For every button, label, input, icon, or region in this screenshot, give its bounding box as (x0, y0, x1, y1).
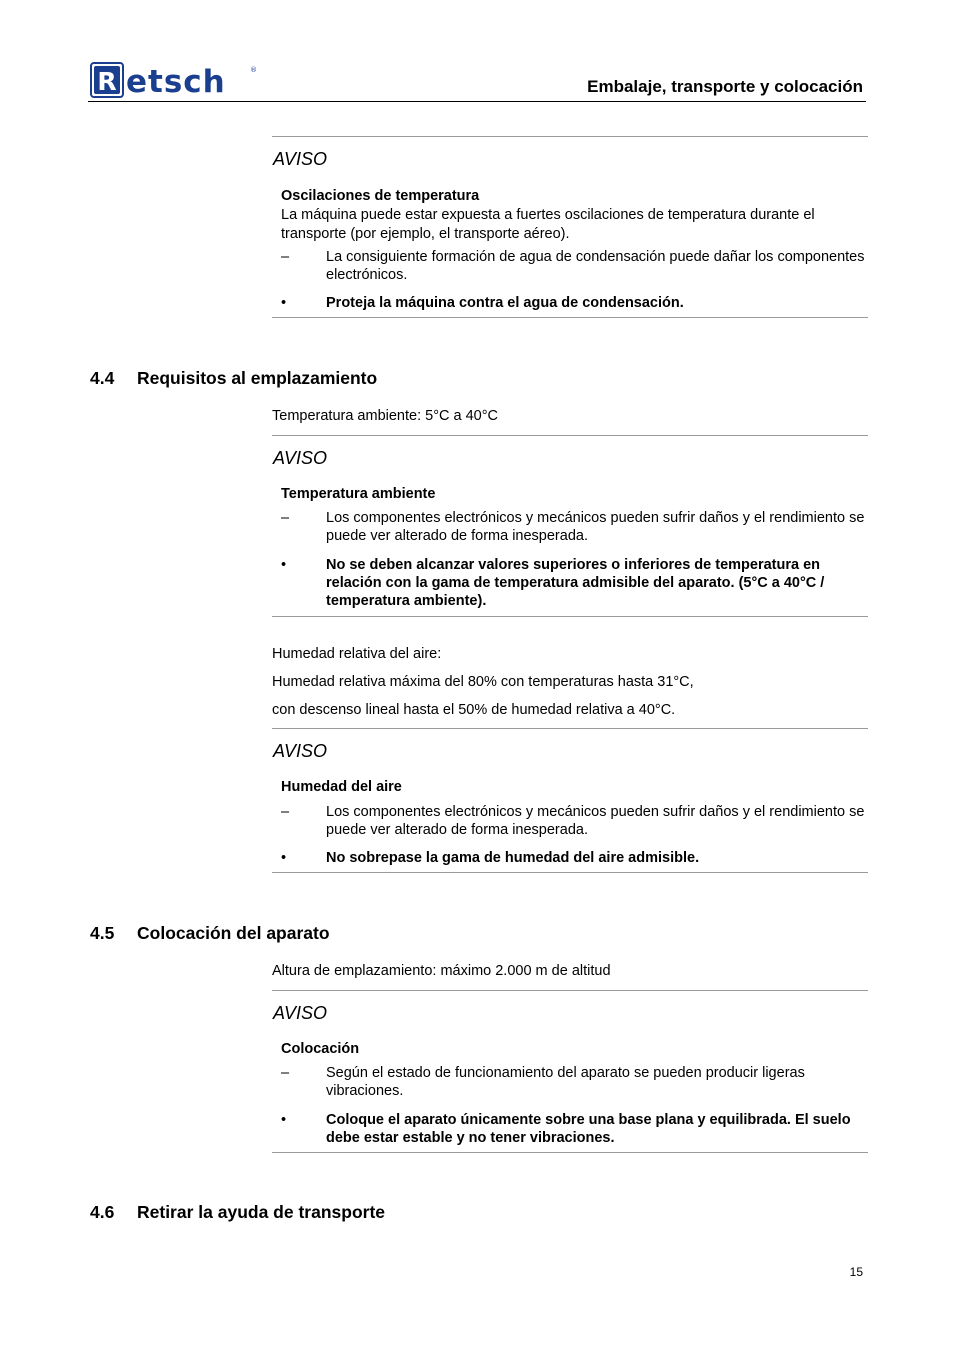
notice-title: Colocación (281, 1041, 360, 1057)
ambient-temperature-text: Temperatura ambiente: 5°C a 40°C (272, 408, 498, 424)
notice-title: Temperatura ambiente (281, 486, 436, 502)
section-heading-4-5 (90, 923, 330, 944)
notice-action: Coloque el aparato únicamente sobre una base plana y equilibrada. El suelo debe estar estable y no tener vibraciones. (326, 1112, 851, 1146)
notice-top-rule (272, 728, 868, 729)
bullet-marker: • (281, 1112, 287, 1128)
notice-consequence: Los componentes electrónicos y mecánicos pueden sufrir daños y el rendimiento se puede ver alterado de forma inesperada. (326, 804, 865, 838)
notice-action: No sobrepase la gama de humedad del aire admisible. (326, 850, 700, 866)
dash-marker: – (281, 804, 290, 820)
notice-top-rule (272, 136, 868, 137)
notice-label: AVISO (273, 741, 328, 761)
bullet-marker: • (281, 850, 287, 866)
svg-text:R: R (97, 67, 117, 96)
humidity-max-text: Humedad relativa máxima del 80% con temperaturas hasta 31°C, (272, 674, 694, 690)
dash-marker: – (281, 510, 290, 526)
section-number: 4.5 (90, 923, 115, 943)
header-divider (88, 101, 866, 102)
notice-bottom-rule (272, 317, 868, 318)
section-title: Retirar la ayuda de transporte (137, 1202, 385, 1222)
svg-text:®: ® (250, 66, 257, 74)
altitude-text: Altura de emplazamiento: máximo 2.000 m de altitud (272, 963, 611, 979)
notice-label: AVISO (273, 1003, 328, 1023)
notice-bottom-rule (272, 1152, 868, 1153)
notice-text: La máquina puede estar expuesta a fuertes oscilaciones de temperatura durante el transporte (por ejemplo, el transporte aéreo). (281, 207, 815, 242)
notice-title: Oscilaciones de temperatura (281, 188, 480, 204)
dash-marker: – (281, 1065, 290, 1081)
notice-label: AVISO (273, 448, 328, 468)
humidity-heading: Humedad relativa del aire: (272, 646, 442, 662)
notice-bottom-rule (272, 872, 868, 873)
header-title: Embalaje, transporte y colocación (587, 77, 863, 96)
section-heading-4-6 (90, 1202, 385, 1223)
section-heading-4-4 (90, 368, 377, 389)
notice-bottom-rule (272, 616, 868, 617)
section-number: 4.4 (90, 368, 115, 388)
bullet-marker: • (281, 557, 287, 573)
retsch-logo (90, 62, 258, 98)
notice-action: Proteja la máquina contra el agua de condensación. (326, 295, 684, 311)
section-title: Requisitos al emplazamiento (137, 368, 378, 388)
notice-top-rule (272, 435, 868, 436)
bullet-marker: • (281, 295, 287, 311)
section-number: 4.6 (90, 1202, 115, 1222)
humidity-decline-text: con descenso lineal hasta el 50% de humedad relativa a 40°C. (272, 702, 676, 718)
notice-action: No se deben alcanzar valores superiores o inferiores de temperatura en relación con la gama de temperatura admisible del aparato. (5°C a 40°C / temperatura ambiente). (326, 557, 825, 609)
notice-consequence: Según el estado de funcionamiento del aparato se pueden producir ligeras vibraciones. (326, 1065, 805, 1099)
dash-marker: – (281, 249, 290, 265)
notice-top-rule (272, 990, 868, 991)
notice-title: Humedad del aire (281, 779, 402, 795)
notice-label: AVISO (273, 149, 328, 169)
page-number: 15 (849, 1265, 863, 1279)
notice-consequence: Los componentes electrónicos y mecánicos pueden sufrir daños y el rendimiento se puede ver alterado de forma inesperada. (326, 510, 865, 544)
section-title: Colocación del aparato (137, 923, 330, 943)
notice-consequence: La consiguiente formación de agua de condensación puede dañar los componentes electrónicos. (326, 249, 865, 283)
svg-text:etsch: etsch (126, 64, 226, 98)
